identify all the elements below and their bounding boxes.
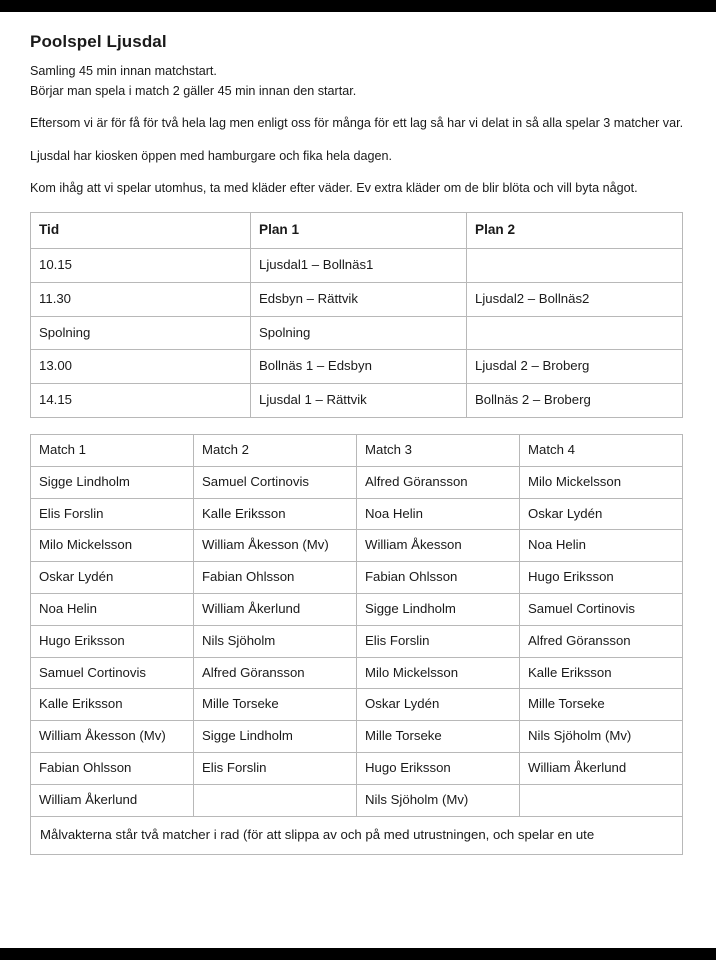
page-title: Poolspel Ljusdal xyxy=(30,32,167,51)
table-row xyxy=(31,498,683,530)
roster-cell: Mille Torseke xyxy=(194,689,357,721)
table-row xyxy=(31,657,683,689)
schedule-header-plan1: Plan 1 xyxy=(251,212,467,248)
roster-cell: Oskar Lydén xyxy=(520,498,683,530)
roster-cell: Fabian Ohlsson xyxy=(357,562,520,594)
schedule-cell: Ljusdal2 – Bollnäs2 xyxy=(467,282,683,316)
roster-cell: Noa Helin xyxy=(31,594,194,626)
table-row xyxy=(31,530,683,562)
roster-cell: Nils Sjöholm (Mv) xyxy=(357,784,520,816)
schedule-cell xyxy=(467,248,683,282)
roster-cell: Hugo Eriksson xyxy=(31,625,194,657)
roster-footnote: Målvakterna står två matcher i rad (för att slippa av och på med utrustningen, och spelar en ute xyxy=(31,816,683,854)
roster-cell: Hugo Eriksson xyxy=(357,753,520,785)
roster-cell: Noa Helin xyxy=(520,530,683,562)
schedule-cell: Ljusdal 1 – Rättvik xyxy=(251,384,467,418)
table-row xyxy=(31,784,683,816)
roster-cell xyxy=(194,784,357,816)
intro-line: Ljusdal har kiosken öppen med hamburgare och fika hela dagen. xyxy=(30,148,392,163)
roster-cell: Sigge Lindholm xyxy=(31,466,194,498)
table-row xyxy=(31,316,683,350)
roster-cell: Samuel Cortinovis xyxy=(520,594,683,626)
table-footnote-row xyxy=(31,816,683,854)
roster-cell: Hugo Eriksson xyxy=(520,562,683,594)
table-row xyxy=(31,248,683,282)
roster-cell: William Åkesson (Mv) xyxy=(31,721,194,753)
roster-cell: Kalle Eriksson xyxy=(31,689,194,721)
intro-paragraph-2 xyxy=(30,114,686,134)
schedule-cell: Spolning xyxy=(251,316,467,350)
schedule-table xyxy=(30,212,683,418)
schedule-cell: Spolning xyxy=(31,316,251,350)
intro-paragraph-3 xyxy=(30,147,686,167)
roster-cell: Noa Helin xyxy=(357,498,520,530)
schedule-cell: Ljusdal1 – Bollnäs1 xyxy=(251,248,467,282)
schedule-cell xyxy=(467,316,683,350)
roster-cell: Alfred Göransson xyxy=(357,466,520,498)
roster-cell: William Åkesson xyxy=(357,530,520,562)
roster-header-match1: Match 1 xyxy=(31,434,194,466)
table-row xyxy=(31,594,683,626)
intro-paragraph-1 xyxy=(30,62,686,101)
roster-cell: William Åkerlund xyxy=(520,753,683,785)
roster-cell: Oskar Lydén xyxy=(31,562,194,594)
schedule-cell: 10.15 xyxy=(31,248,251,282)
intro-line: Kom ihåg att vi spelar utomhus, ta med kläder efter väder. Ev extra kläder om de blir blöta och vill byta något. xyxy=(30,181,638,196)
intro-line: Samling 45 min innan matchstart. xyxy=(30,64,217,78)
roster-cell: Elis Forslin xyxy=(31,498,194,530)
roster-cell: Milo Mickelsson xyxy=(520,466,683,498)
roster-cell: Samuel Cortinovis xyxy=(194,466,357,498)
roster-cell: Elis Forslin xyxy=(357,625,520,657)
document-page xyxy=(0,12,716,948)
table-row xyxy=(31,689,683,721)
roster-cell: Nils Sjöholm xyxy=(194,625,357,657)
table-row xyxy=(31,562,683,594)
roster-cell: Sigge Lindholm xyxy=(357,594,520,626)
table-row xyxy=(31,625,683,657)
roster-cell: William Åkerlund xyxy=(31,784,194,816)
table-header-row xyxy=(31,212,683,248)
table-row xyxy=(31,466,683,498)
roster-cell: Elis Forslin xyxy=(194,753,357,785)
schedule-cell: Bollnäs 2 – Broberg xyxy=(467,384,683,418)
roster-cell: Milo Mickelsson xyxy=(357,657,520,689)
roster-cell: Kalle Eriksson xyxy=(194,498,357,530)
schedule-cell: 11.30 xyxy=(31,282,251,316)
schedule-cell: 13.00 xyxy=(31,350,251,384)
roster-cell: Nils Sjöholm (Mv) xyxy=(520,721,683,753)
schedule-cell: Edsbyn – Rättvik xyxy=(251,282,467,316)
roster-cell: Sigge Lindholm xyxy=(194,721,357,753)
schedule-cell: 14.15 xyxy=(31,384,251,418)
roster-header-match2: Match 2 xyxy=(194,434,357,466)
roster-cell: Alfred Göransson xyxy=(520,625,683,657)
roster-cell: Alfred Göransson xyxy=(194,657,357,689)
roster-header-match4: Match 4 xyxy=(520,434,683,466)
table-row xyxy=(31,282,683,316)
roster-cell: Kalle Eriksson xyxy=(520,657,683,689)
roster-cell: Milo Mickelsson xyxy=(31,530,194,562)
roster-cell: William Åkesson (Mv) xyxy=(194,530,357,562)
roster-cell: Oskar Lydén xyxy=(357,689,520,721)
table-header-row xyxy=(31,434,683,466)
table-row xyxy=(31,350,683,384)
schedule-header-time: Tid xyxy=(31,212,251,248)
roster-cell: William Åkerlund xyxy=(194,594,357,626)
table-row xyxy=(31,384,683,418)
intro-line: Börjar man spela i match 2 gäller 45 min innan den startar. xyxy=(30,83,357,98)
roster-cell: Mille Torseke xyxy=(520,689,683,721)
roster-cell: Mille Torseke xyxy=(357,721,520,753)
roster-cell: Samuel Cortinovis xyxy=(31,657,194,689)
roster-cell: Fabian Ohlsson xyxy=(31,753,194,785)
roster-table xyxy=(30,434,683,855)
roster-cell: Fabian Ohlsson xyxy=(194,562,357,594)
roster-cell xyxy=(520,784,683,816)
intro-line: Eftersom vi är för få för två hela lag men enligt oss för många för ett lag så har vi delat in så alla spelar 3 matcher var. xyxy=(30,116,684,131)
table-row xyxy=(31,721,683,753)
schedule-header-plan2: Plan 2 xyxy=(467,212,683,248)
schedule-cell: Bollnäs 1 – Edsbyn xyxy=(251,350,467,384)
roster-header-match3: Match 3 xyxy=(357,434,520,466)
intro-paragraph-4 xyxy=(30,179,686,199)
schedule-cell: Ljusdal 2 – Broberg xyxy=(467,350,683,384)
table-row xyxy=(31,753,683,785)
